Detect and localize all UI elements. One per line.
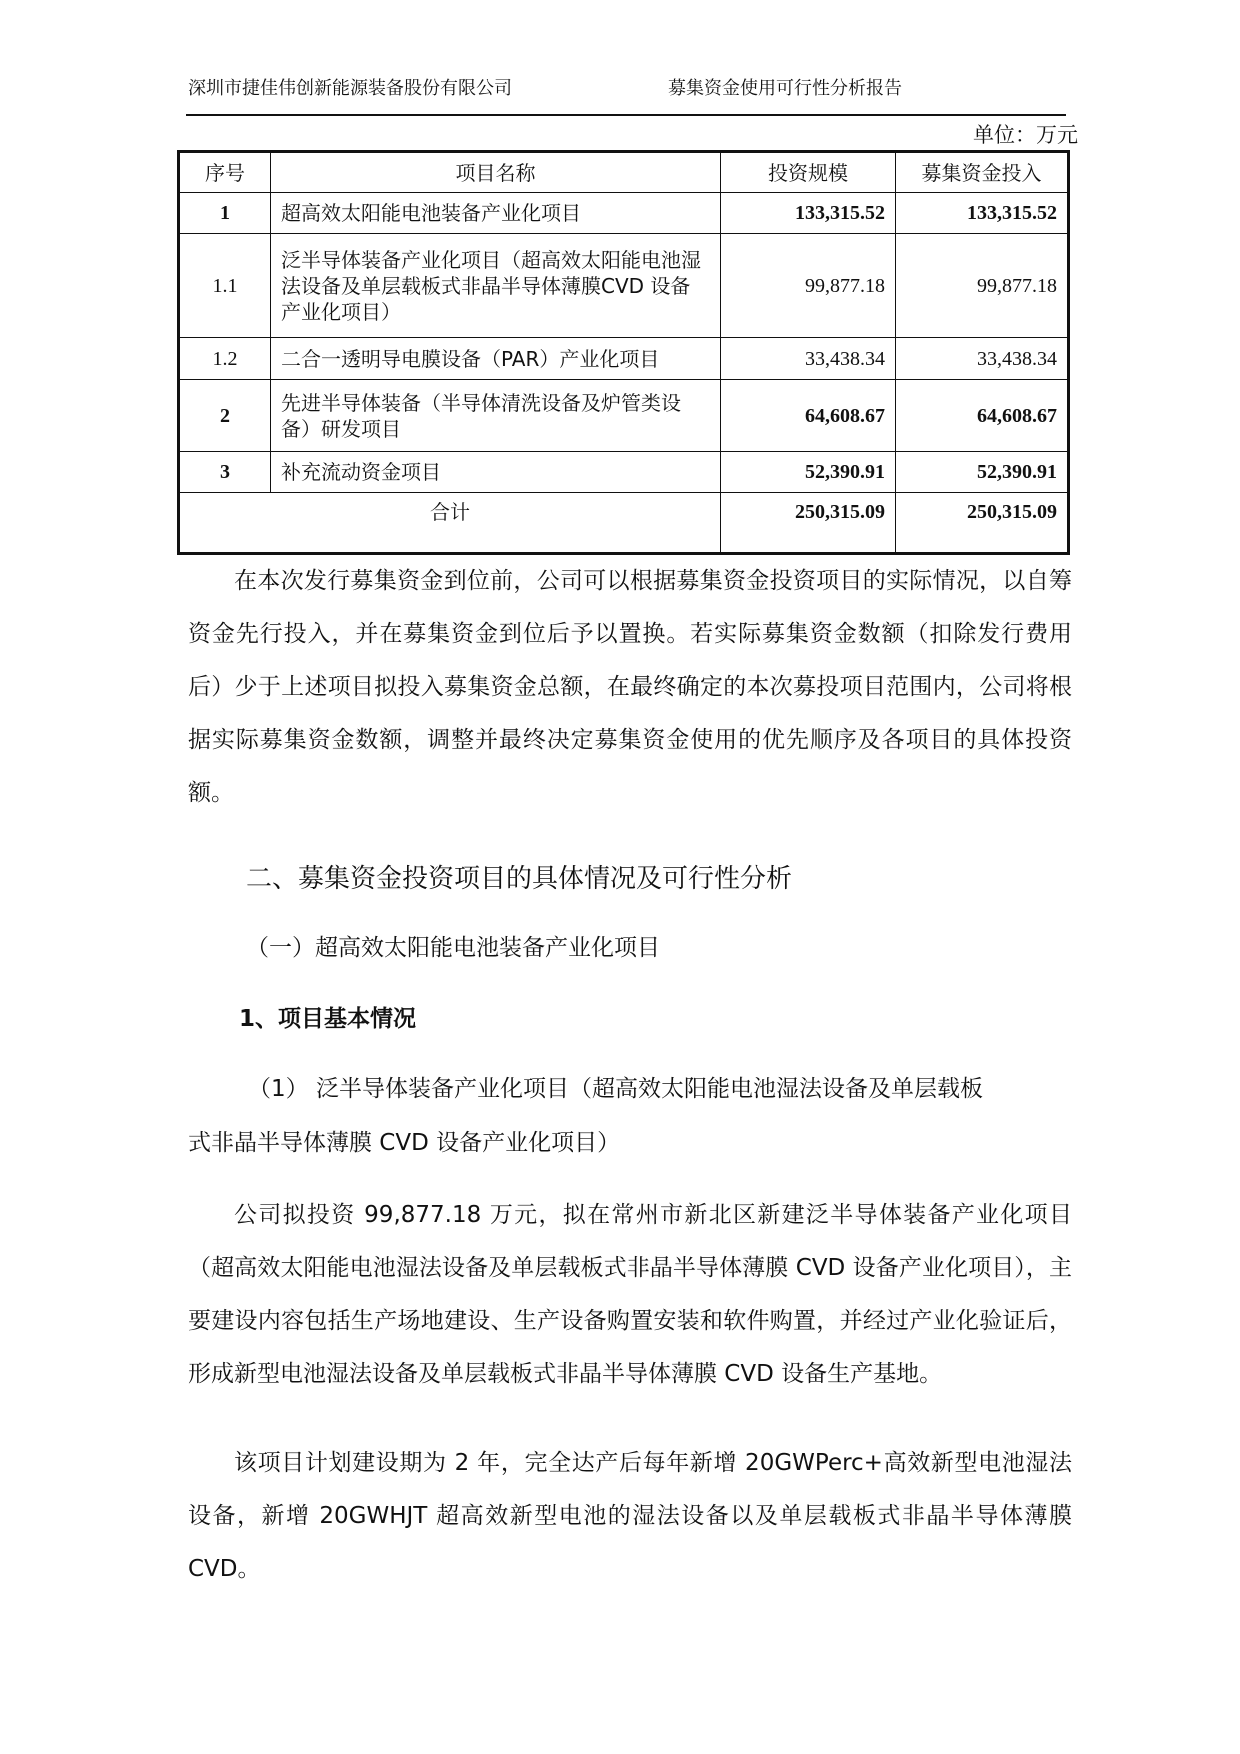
project-title-line1: （1） 泛半导体装备产业化项目（超高效太阳能电池湿法设备及单层载板 (248, 1076, 983, 1102)
table-row (179, 193, 1069, 234)
table-row (179, 452, 1069, 493)
row-name: 先进半导体装备（半导体清洗设备及炉管类设备）研发项目 (271, 380, 721, 452)
header-company: 深圳市捷佳伟创新能源装备股份有限公司 (188, 78, 512, 99)
table-row (179, 338, 1069, 380)
header-cell: 投资规模 (721, 152, 896, 193)
row-no: 3 (179, 452, 271, 493)
unit-label: 单位：万元 (973, 123, 1078, 147)
subsection-basic-info: 1、项目基本情况 (239, 1006, 417, 1032)
total-raised: 250,315.09 (896, 493, 1069, 554)
row-raised: 99,877.18 (896, 234, 1069, 338)
paragraph-construction: 该项目计划建设期为 2 年，完全达产后每年新增 20GWPerc+高效新型电池湿法设备，新增 20GWHJT 超高效新型电池的湿法设备以及单层载板式非晶半导体薄膜 CVD。 (188, 1450, 1072, 1582)
row-scale: 133,315.52 (721, 193, 896, 234)
header-cell: 序号 (179, 152, 271, 193)
row-no: 1.2 (179, 338, 271, 380)
row-raised: 52,390.91 (896, 452, 1069, 493)
project-title-line2: 式非晶半导体薄膜 CVD 设备产业化项目） (188, 1130, 621, 1156)
row-name: 补充流动资金项目 (271, 452, 721, 493)
row-scale: 64,608.67 (721, 380, 896, 452)
table-row (179, 380, 1069, 452)
subsection-heading: （一）超高效太阳能电池装备产业化项目 (246, 935, 660, 961)
row-scale: 52,390.91 (721, 452, 896, 493)
row-raised: 133,315.52 (896, 193, 1069, 234)
row-no: 1 (179, 193, 271, 234)
total-scale: 250,315.09 (721, 493, 896, 554)
table-header-row (179, 152, 1069, 193)
row-name: 泛半导体装备产业化项目（超高效太阳能电池湿法设备及单层载板式非晶半导体薄膜CVD 设备产业化项目） (271, 234, 721, 338)
row-raised: 33,438.34 (896, 338, 1069, 380)
row-name: 超高效太阳能电池装备产业化项目 (271, 193, 721, 234)
header-cell: 募集资金投入 (896, 152, 1069, 193)
row-raised: 64,608.67 (896, 380, 1069, 452)
row-scale: 33,438.34 (721, 338, 896, 380)
section-heading: 二、募集资金投资项目的具体情况及可行性分析 (246, 864, 793, 894)
investment-table (177, 150, 1070, 555)
document-body (188, 120, 1078, 1596)
row-name: 二合一透明导电膜设备（PAR）产业化项目 (271, 338, 721, 380)
header-report-title: 募集资金使用可行性分析报告 (668, 78, 902, 99)
header-cell: 项目名称 (271, 152, 721, 193)
table-row (179, 234, 1069, 338)
row-no: 1.1 (179, 234, 271, 338)
row-no: 2 (179, 380, 271, 452)
table-total-row (179, 493, 1069, 554)
paragraph-investment: 公司拟投资 99,877.18 万元，拟在常州市新北区新建泛半导体装备产业化项目（超高效太阳能电池湿法设备及单层载板式非晶半导体薄膜 CVD 设备产业化项目），主要建设内容包括生产场地建设、生产设备购置安装和软件购置，并经过产业化验证后，形成新型电池湿法设备及单层载板式非晶半导体薄膜 CVD 设备生产基地。 (188, 1202, 1072, 1387)
paragraph-funding-order: 在本次发行募集资金到位前，公司可以根据募集资金投资项目的实际情况，以自筹资金先行投入，并在募集资金到位后予以置换。若实际募集资金数额（扣除发行费用后）少于上述项目拟投入募集资金总额，在最终确定的本次募投项目范围内，公司将根据实际募集资金数额，调整并最终决定募集资金使用的优先顺序及各项目的具体投资额。 (188, 568, 1072, 806)
header-divider (186, 114, 1066, 116)
total-label: 合计 (179, 493, 721, 554)
row-scale: 99,877.18 (721, 234, 896, 338)
